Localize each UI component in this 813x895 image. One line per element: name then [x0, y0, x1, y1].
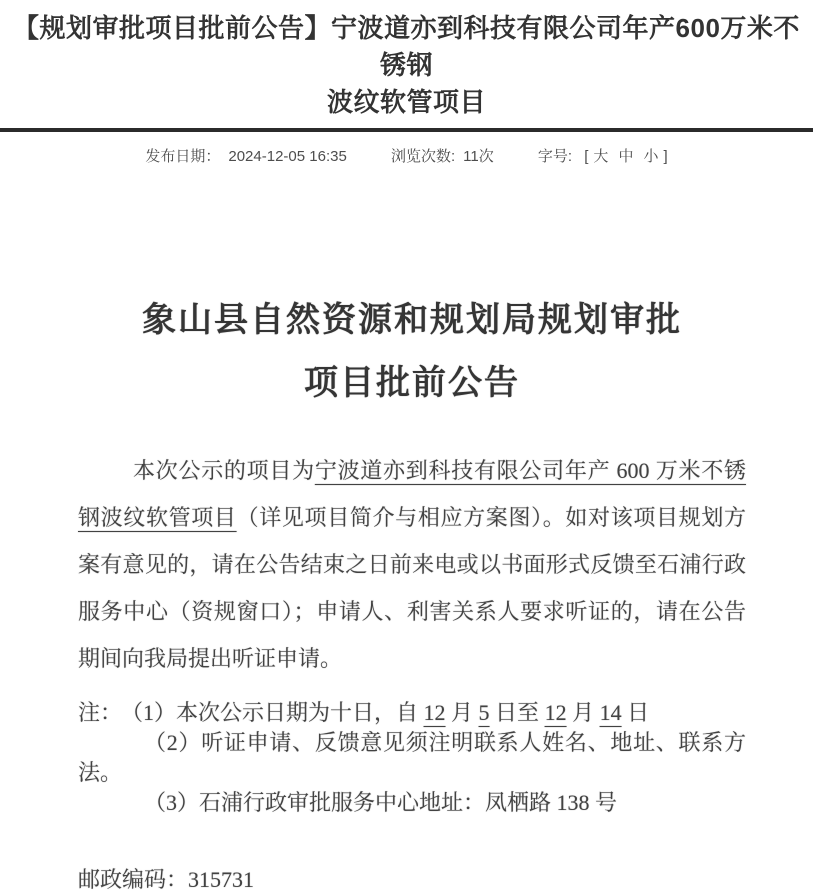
font-size-medium-button[interactable]: 中	[618, 148, 634, 165]
publish-date-label: 发布日期：	[145, 148, 221, 165]
document-heading	[78, 289, 746, 415]
note-1-text: （1）本次公示日期为十日，自	[132, 700, 424, 725]
view-count-label: 浏览次数:	[390, 148, 456, 165]
note-1	[78, 698, 746, 728]
publish-date-group	[145, 145, 346, 166]
note-1-month1: 12	[423, 700, 446, 725]
note-1-month2: 12	[544, 700, 567, 725]
note-2: （2）听证申请、反馈意见须注明联系人姓名、地址、联系方法。	[78, 730, 746, 785]
note-1-sep4: 日	[621, 700, 650, 725]
page-title	[0, 0, 813, 121]
font-size-close-bracket: ]	[663, 148, 668, 165]
title-divider	[0, 128, 813, 132]
font-size-label: 字号:	[537, 148, 573, 165]
font-size-control	[538, 145, 668, 166]
page-title-line2: 波纹软管项目	[326, 87, 486, 117]
note-1-day2: 14	[599, 700, 622, 725]
view-count-group	[391, 145, 494, 166]
document-notes	[78, 698, 746, 818]
note-1-sep1: 月	[445, 700, 479, 725]
document-heading-line1: 象山县自然资源和规划局规划审批	[142, 302, 682, 339]
note-1-sep3: 月	[566, 700, 600, 725]
note-3: （3）石浦行政审批服务中心地址：凤栖路 138 号	[144, 790, 618, 815]
note-1-day1: 5	[478, 700, 490, 725]
publish-date-value: 2024-12-05 16:35	[228, 148, 347, 165]
view-count-value: 11次	[463, 148, 494, 165]
meta-bar	[0, 145, 813, 166]
font-size-open-bracket: [	[584, 148, 589, 165]
notes-label: 注：	[78, 700, 123, 725]
document-body-paragraph	[78, 447, 746, 682]
paragraph-prefix: 本次公示的项目为	[133, 458, 315, 483]
page-title-line1: 【规划审批项目批前公告】宁波道亦到科技有限公司年产600万米不锈钢	[13, 13, 800, 80]
paragraph-suffix: （详见项目简介与相应方案图）。如对该项目规划方案有意见的，请在公告结束之日前来电或以书面形式反馈至石浦行政服务中心（资规窗口）；申请人、利害关系人要求听证的，请在公告期间向我局提出听证申请。	[78, 505, 746, 671]
font-size-small-button[interactable]: 小	[643, 148, 659, 165]
font-size-large-button[interactable]: 大	[593, 148, 609, 165]
project-name-underlined: 宁波道亦到科技有限公司年产 600 万米不锈钢波纹软管项目	[78, 458, 746, 530]
scanned-announcement-document	[78, 289, 746, 895]
document-heading-line2: 项目批前公告	[304, 365, 520, 402]
postal-code: 邮政编码：315731	[78, 867, 255, 892]
note-1-sep2: 日至	[489, 700, 545, 725]
